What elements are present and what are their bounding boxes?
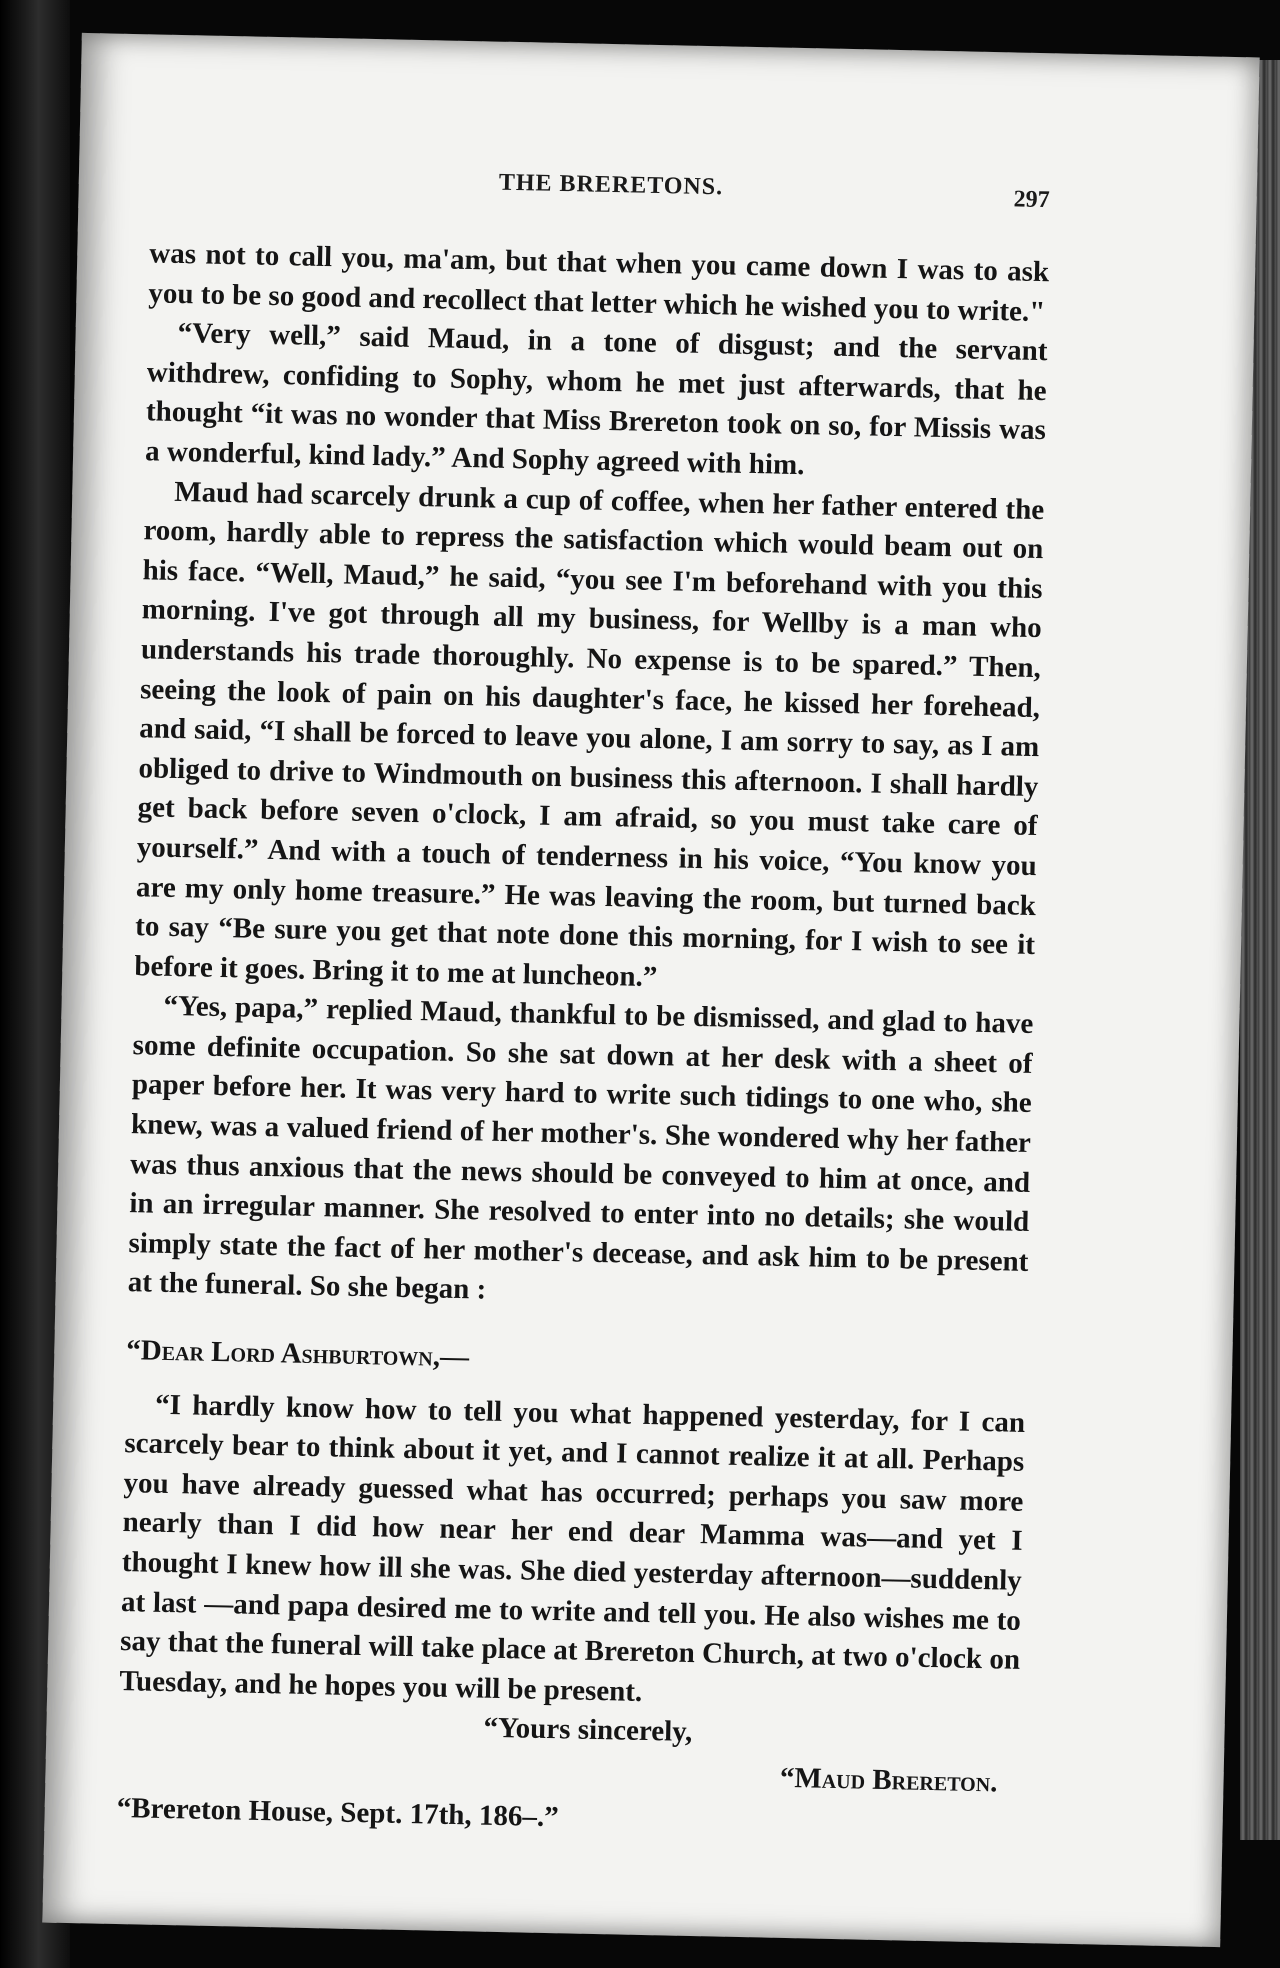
body-text	[116, 234, 1049, 1847]
page-number: 297	[1013, 186, 1050, 214]
book-page	[42, 33, 1259, 1947]
letter-body: “I hardly know how to tell you what happened yesterday, for I can scarcely bear to think about it yet, and I cannot realize it at all. Perhaps you have already guessed what has occurred; perhaps you saw more nearly than I did how near her end dear Mamma was—and yet I thought I knew how ill she was. She died yesterday afternoon—suddenly at last —and papa desired me to write and tell you. He also wishes me to say that the funeral will take place at Brereton Church, at two o'clock on Tuesday, and he hopes you will be present.	[119, 1388, 1026, 1708]
letter-closing: “Yours sincerely,	[483, 1712, 693, 1749]
paragraph: “Yes, papa,” replied Maud, thankful to be dismissed, and glad to have some definite occupation. So she sat down at her desk with a sheet of paper before her. It was very hard to write such tidings to one who, she knew, was a valued friend of her mother's. She wondered why her father was thus anxious that the news should be conveyed to him at once, and in an irregular manner. She resolved to enter into no details; she would simply state the fact of her mother's decease, and ask him to be present at the funeral. So she began :	[127, 990, 1034, 1307]
paragraph: “Very well,” said Maud, in a tone of disgust; and the servant withdrew, confiding to Sophy, whom he met just afterwards, that he thought “it was no wonder that Miss Brereton took on so, for Missis was a wonderful, kind lady.” And Sophy agreed with him.	[144, 317, 1048, 482]
paragraph: was not to call you, ma'am, but that when you came down I was to ask you to be so good and recollect that letter which he wished you to write."	[148, 237, 1050, 328]
running-head-title: THE BRERETONS.	[498, 169, 724, 201]
paragraph: Maud had scarcely drunk a cup of coffee, when her father entered the room, hardly able to repress the satisfaction which would beam out on his face. “Well, Maud,” he said, “you see I'm beforehand with you this morning. I've got through all my business, for Wellby is a man who understands his trade thoroughly. No expense is to be spared.” Then, seeing the look of pain on his daughter's face, he kissed her forehead, and said, “I shall be forced to leave you alone, I am sorry to say, as I am obliged to drive to Windmouth on business this afternoon. I shall hardly get back before seven o'clock, I am afraid, so you must take care of yourself.” And with a touch of tenderness in his voice, “You know you are my only home treasure.” He was leaving the room, but turned back to say “Be sure you get that note done this morning, for I wish to see it before it goes. Bring it to me at luncheon.”	[134, 475, 1045, 993]
letter-dateline: “Brereton House, Sept. 17th, 186–.”	[116, 1791, 559, 1834]
letter-signature: “Maud Brereton.	[779, 1761, 998, 1799]
letter-salutation: “Dear Lord Ashburtown,—	[126, 1334, 470, 1374]
running-head	[78, 161, 1257, 226]
